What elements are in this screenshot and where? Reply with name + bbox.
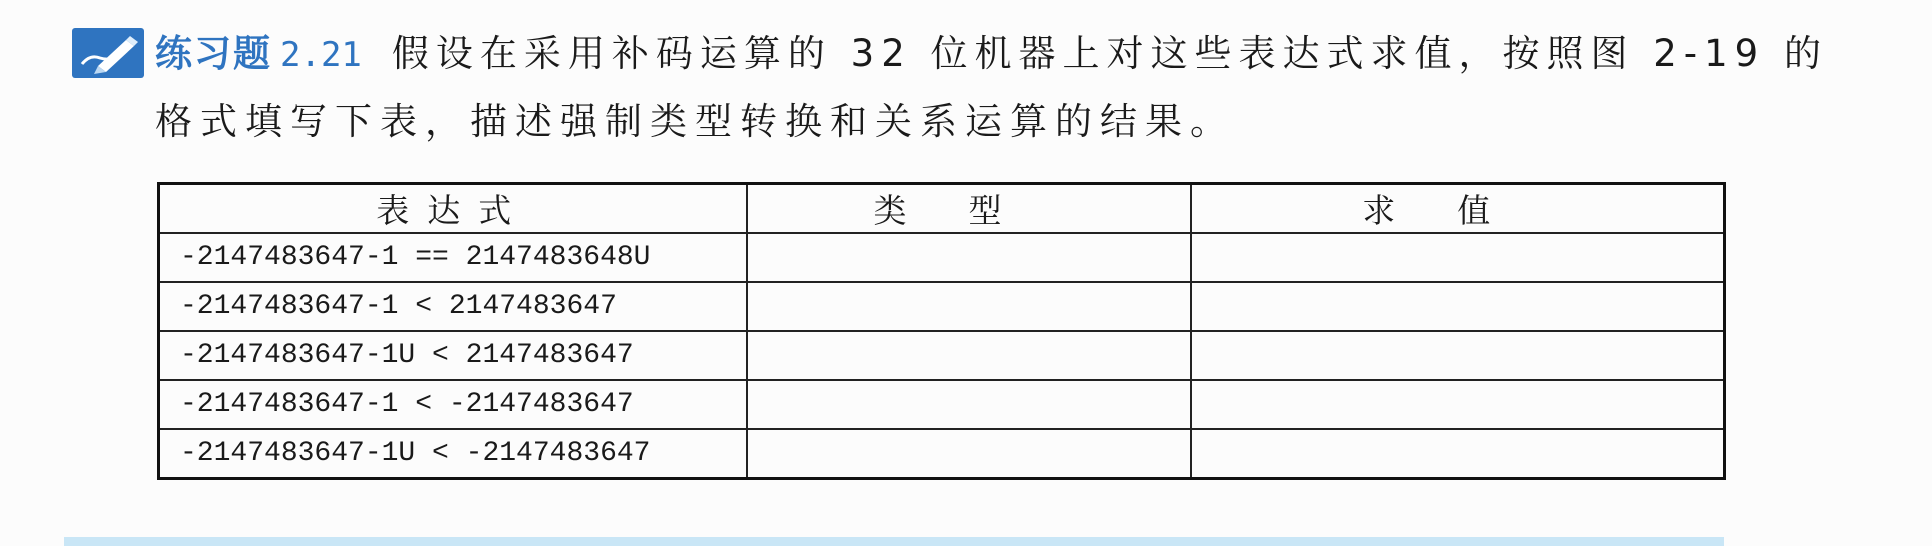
type-answer-cell[interactable]	[747, 233, 1191, 282]
expression-cell: -2147483647-1U < -2147483647	[159, 429, 747, 479]
header-type: 类型	[747, 184, 1191, 234]
table-row	[159, 429, 1725, 479]
expression-cell: -2147483647-1 == 2147483648U	[159, 233, 747, 282]
exercise-heading	[155, 26, 1828, 82]
table-row	[159, 331, 1725, 380]
value-answer-cell[interactable]	[1191, 282, 1725, 331]
table-row	[159, 282, 1725, 331]
exercise-label: 练习题	[155, 32, 272, 75]
exercise-statement-line1: 假设在采用补码运算的 32 位机器上对这些表达式求值，按照图 2-19 的	[391, 32, 1828, 75]
value-answer-cell[interactable]	[1191, 233, 1725, 282]
bottom-divider-strip	[64, 537, 1724, 546]
expression-cell: -2147483647-1 < -2147483647	[159, 380, 747, 429]
type-answer-cell[interactable]	[747, 429, 1191, 479]
exercise-number: 2.21	[280, 35, 362, 75]
header-expression: 表达式	[159, 184, 747, 234]
header-value: 求值	[1191, 184, 1725, 234]
type-answer-cell[interactable]	[747, 380, 1191, 429]
value-answer-cell[interactable]	[1191, 380, 1725, 429]
answer-table	[157, 182, 1726, 480]
exercise-pencil-icon	[72, 28, 144, 78]
table-row	[159, 380, 1725, 429]
exercise-statement-line2: 格式填写下表，描述强制类型转换和关系运算的结果。	[155, 100, 1235, 143]
value-answer-cell[interactable]	[1191, 429, 1725, 479]
table-row	[159, 233, 1725, 282]
expression-cell: -2147483647-1U < 2147483647	[159, 331, 747, 380]
table-header-row	[159, 184, 1725, 234]
expression-cell: -2147483647-1 < 2147483647	[159, 282, 747, 331]
type-answer-cell[interactable]	[747, 282, 1191, 331]
type-answer-cell[interactable]	[747, 331, 1191, 380]
value-answer-cell[interactable]	[1191, 331, 1725, 380]
